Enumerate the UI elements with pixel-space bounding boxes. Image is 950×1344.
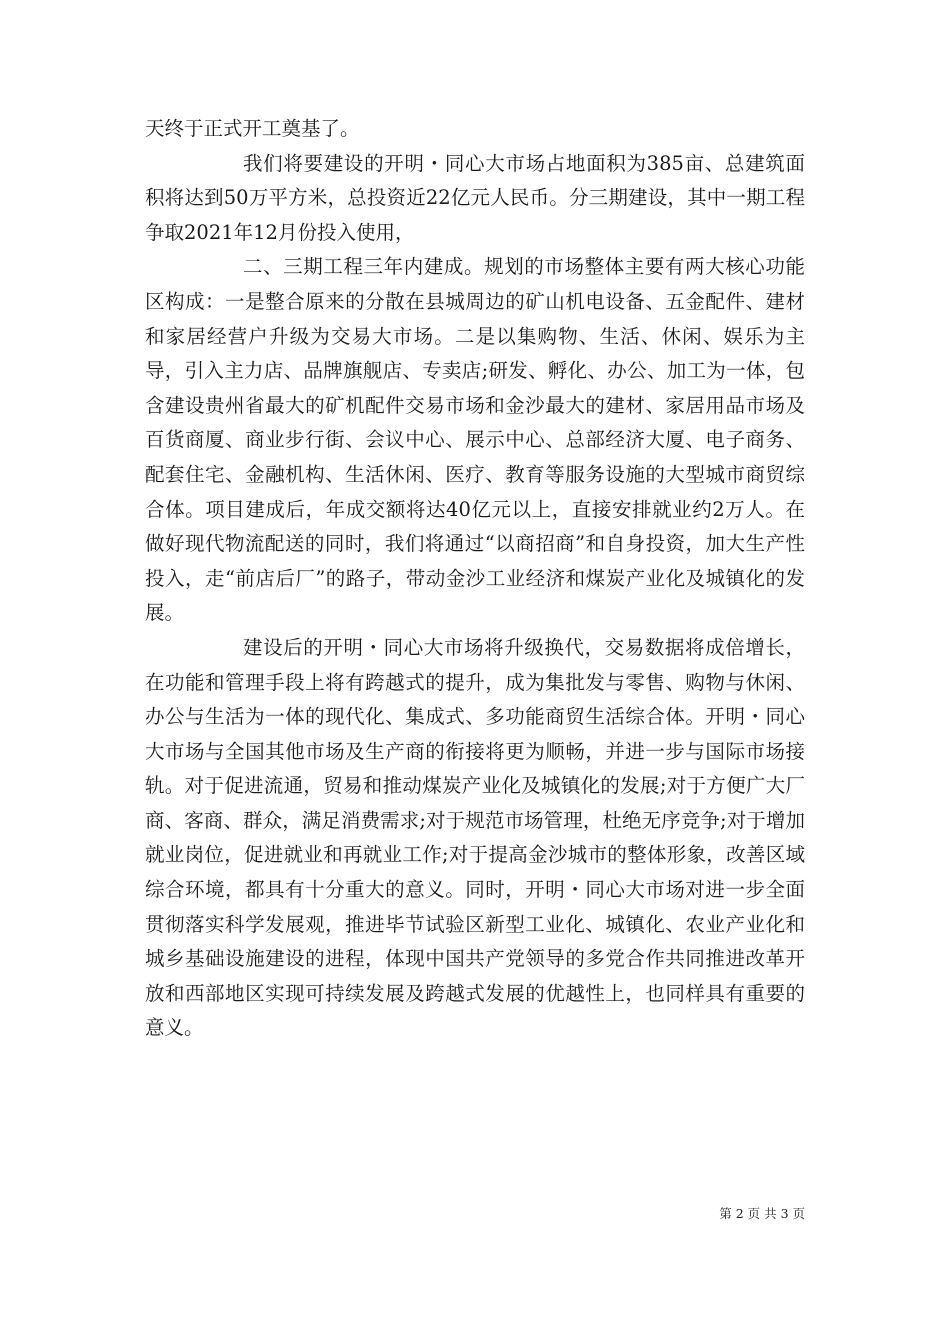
paragraph-market-overview: 我们将要建设的开明・同心大市场占地面积为385亩、总建筑面积将达到50万平方米，总投资近22亿元人民币。分三期建设，其中一期工程争取2021年12月份投入使用， — [145, 151, 805, 244]
page-number: 第 2 页 共 3 页 — [719, 1206, 805, 1221]
body-text — [145, 112, 805, 1046]
paragraph-significance: 建设后的开明・同心大市场将升级换代，交易数据将成倍增长，在功能和管理手段上将有跨越式的提升，成为集批发与零售、购物与休闲、办公与生活为一体的现代化、集成式、多功能商贸生活综合体。开明・同心大市场与全国其他市场及生产商的衔接将更为顺畅，并进一步与国际市场接轨。对于促进流通，贸易和推动煤炭产业化及城镇化的发展;对于方便广大厂商、客商、群众，满足消费需求;对于规范市场管理，杜绝无序竞争;对于增加就业岗位，促进就业和再就业工作;对于提高金沙城市的整体形象，改善区域综合环境，都具有十分重大的意义。同时，开明・同心大市场对进一步全面贯彻落实科学发展观，推进毕节试验区新型工业化、城镇化、农业产业化和城乡基础设施建设的进程，体现中国共产党领导的多党合作共同推进改革开放和西部地区实现可持续发展及跨越式发展的优越性上，也同样具有重要的意义。 — [145, 635, 805, 1040]
paragraph-continuation: 天终于正式开工奠基了。 — [145, 117, 360, 140]
paragraph-functional-zones: 二、三期工程三年内建成。规划的市场整体主要有两大核心功能区构成：一是整合原来的分散在县城周边的矿山机电设备、五金配件、建材和家居经营户升级为交易大市场。二是以集购物、生活、休闲、娱乐为主导，引入主力店、品牌旗舰店、专卖店;研发、孵化、办公、加工为一体，包含建设贵州省最大的矿机配件交易市场和金沙最大的建材、家居用品市场及百货商厦、商业步行街、会议中心、展示中心、总部经济大厦、电子商务、配套住宅、金融机构、生活休闲、医疗、教育等服务设施的大型城市商贸综合体。项目建成后，年成交额将达40亿元以上，直接安排就业约2万人。在做好现代物流配送的同时，我们将通过“以商招商”和自身投资，加大生产性投入，走“前店后厂”的路子，带动金沙工业经济和煤炭产业化及城镇化的发展。 — [145, 255, 805, 625]
